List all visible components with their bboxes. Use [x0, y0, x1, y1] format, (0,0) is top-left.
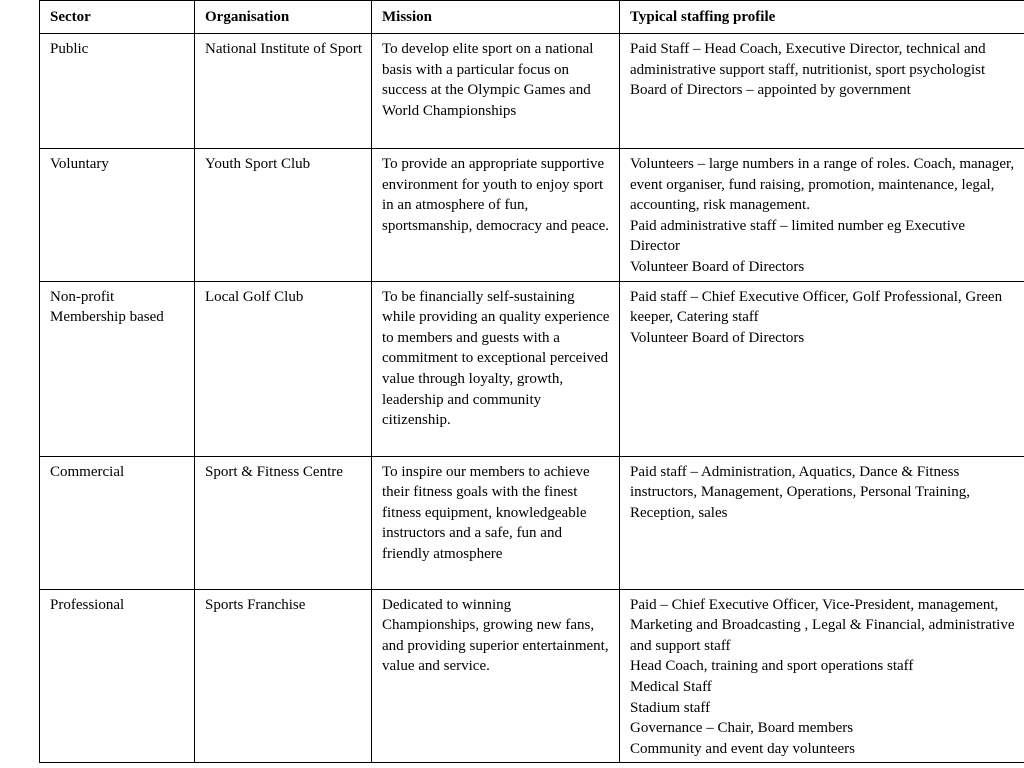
profile-line: Volunteer Board of Directors	[630, 329, 805, 346]
cell-mission: To develop elite sport on a national basis with a particular focus on success at the Olympic Games and World Championships	[372, 34, 620, 149]
staffing-table	[39, 0, 1024, 763]
cell-sector: Professional	[40, 589, 195, 763]
table-row-commercial	[40, 456, 1024, 589]
profile-line: Volunteers – large numbers in a range of roles. Coach, manager, event organiser, fund raising, promotion, maintenance, legal, accounting, risk management.	[630, 156, 1015, 214]
profile-line: Community and event day volunteers	[630, 740, 855, 757]
cell-staffing-profile	[620, 149, 1024, 282]
document-page	[39, 0, 1024, 759]
cell-mission: Dedicated to winning Championships, growing new fans, and providing superior entertainment, value and service.	[372, 589, 620, 763]
table-header-row	[40, 1, 1024, 34]
header-mission: Mission	[372, 1, 620, 34]
cell-organisation: Sports Franchise	[195, 589, 372, 763]
table-row-professional	[40, 589, 1024, 763]
cell-organisation: Sport & Fitness Centre	[195, 456, 372, 589]
header-organisation: Organisation	[195, 1, 372, 34]
profile-line: Head Coach, training and sport operations staff	[630, 658, 914, 675]
profile-line: Paid staff – Administration, Aquatics, Dance & Fitness instructors, Management, Operations, Personal Training, Reception, sales	[630, 463, 970, 521]
profile-line: Board of Directors – appointed by government	[630, 82, 911, 99]
cell-sector: Voluntary	[40, 149, 195, 282]
profile-line: Paid administrative staff – limited number eg Executive Director	[630, 217, 966, 255]
cell-mission: To inspire our members to achieve their fitness goals with the finest fitness equipment, knowledgeable instructors and a safe, fun and friendly atmosphere	[372, 456, 620, 589]
profile-line: Paid staff – Chief Executive Officer, Golf Professional, Green keeper, Catering staff	[630, 288, 1003, 326]
cell-staffing-profile	[620, 34, 1024, 149]
cell-sector: Commercial	[40, 456, 195, 589]
header-sector: Sector	[40, 1, 195, 34]
header-staffing-profile: Typical staffing profile	[620, 1, 1024, 34]
profile-line: Medical Staff	[630, 678, 712, 695]
cell-staffing-profile	[620, 281, 1024, 456]
profile-line: Governance – Chair, Board members	[630, 720, 854, 737]
profile-line: Stadium staff	[630, 699, 711, 716]
cell-sector: Public	[40, 34, 195, 149]
cell-organisation: National Institute of Sport	[195, 34, 372, 149]
profile-line: Paid – Chief Executive Officer, Vice-President, management, Marketing and Broadcasting , Legal & Financial, administrative and support staff	[630, 596, 1015, 654]
cell-sector: Non-profit Membership based	[40, 281, 195, 456]
profile-line: Volunteer Board of Directors	[630, 258, 805, 275]
table-row-public	[40, 34, 1024, 149]
profile-line: Paid Staff – Head Coach, Executive Director, technical and administrative support staff, nutritionist, sport psychologist	[630, 41, 986, 78]
table-row-voluntary	[40, 149, 1024, 282]
cell-mission: To provide an appropriate supportive environment for youth to enjoy sport in an atmosphere of fun, sportsmanship, democracy and peace.	[372, 149, 620, 282]
table-row-non-profit	[40, 281, 1024, 456]
cell-mission: To be financially self-sustaining while providing an quality experience to members and guests with a commitment to exceptional perceived value through loyalty, growth, leadership and community citizenship.	[372, 281, 620, 456]
cell-staffing-profile	[620, 456, 1024, 589]
cell-organisation: Youth Sport Club	[195, 149, 372, 282]
cell-organisation: Local Golf Club	[195, 281, 372, 456]
cell-staffing-profile	[620, 589, 1024, 763]
